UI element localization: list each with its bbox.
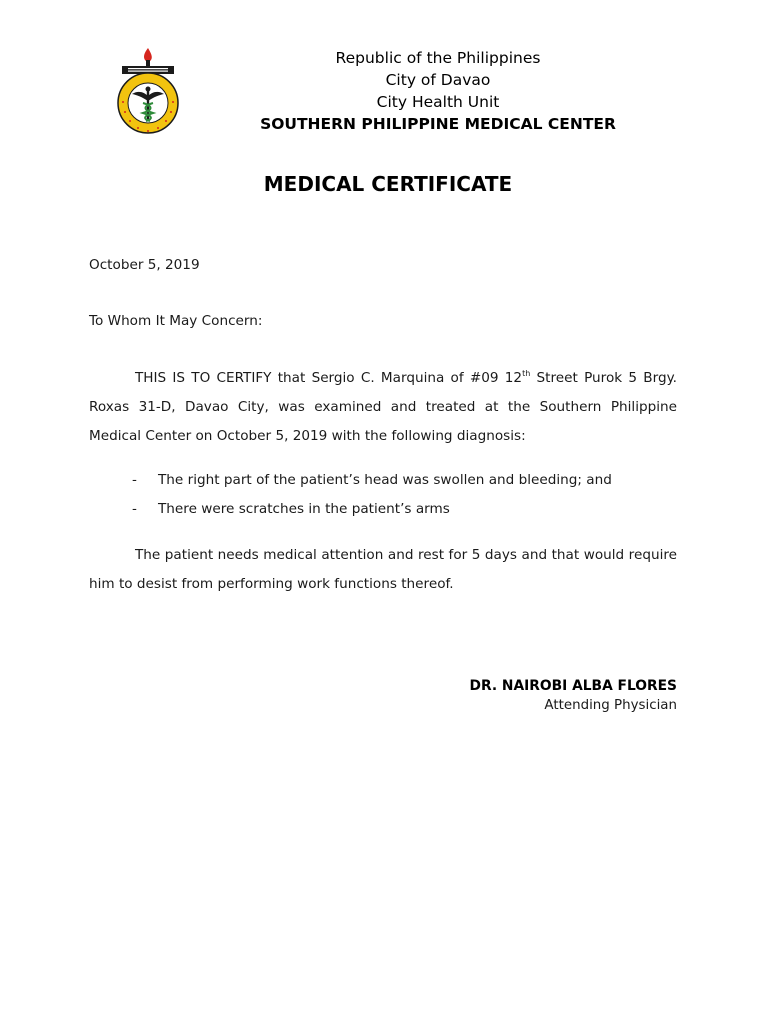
physician-title: Attending Physician	[544, 698, 677, 713]
letterhead-country: Republic of the Philippines	[335, 49, 541, 67]
ordinal-suffix: th	[522, 369, 531, 378]
letterhead	[200, 47, 676, 135]
physician-name: DR. NAIROBI ALBA FLORES	[469, 678, 677, 694]
certification-text-end: Street Purok 5 Brgy. Roxas 31-D, Davao City, was examined and treated at the Southern Philippine Medical Center on October 5, 2019 with the following diagnosis:	[89, 370, 677, 444]
diagnosis-item	[132, 466, 692, 495]
salutation: To Whom It May Concern:	[89, 313, 263, 329]
bullet-dash: -	[132, 472, 137, 488]
signature-block	[470, 676, 677, 716]
department-of-health-seal-icon	[110, 46, 186, 134]
certification-paragraph	[89, 364, 677, 451]
letterhead-city: City of Davao	[385, 71, 491, 89]
certification-text-start: THIS IS TO CERTIFY that Sergio C. Marquina of #09 12	[135, 370, 523, 386]
certificate-date: October 5, 2019	[89, 257, 200, 273]
diagnosis-text: There were scratches in the patient’s arms	[158, 501, 450, 517]
bullet-dash: -	[132, 501, 137, 517]
document-title: MEDICAL CERTIFICATE	[263, 172, 513, 196]
diagnosis-list	[132, 466, 692, 524]
recommendation-paragraph: The patient needs medical attention and rest for 5 days and that would require him to desist from performing work functions thereof.	[89, 547, 677, 592]
letterhead-unit: City Health Unit	[376, 93, 500, 111]
letterhead-institution: SOUTHERN PHILIPPINE MEDICAL CENTER	[260, 115, 616, 133]
diagnosis-item	[132, 495, 692, 524]
diagnosis-text: The right part of the patient’s head was swollen and bleeding; and	[158, 472, 612, 488]
